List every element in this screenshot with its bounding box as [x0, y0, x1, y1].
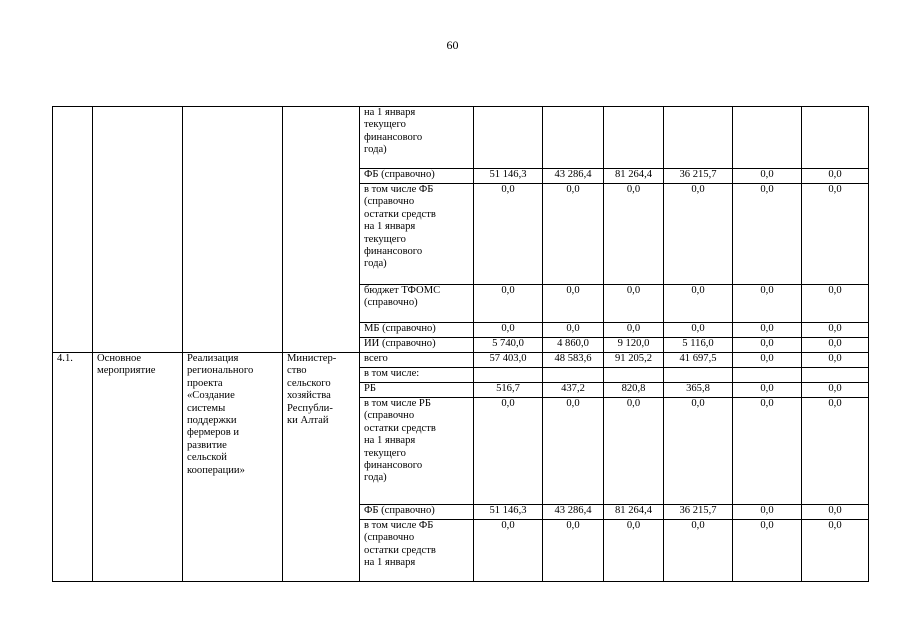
value-cell: 0,0 [733, 398, 802, 505]
table-body [53, 107, 869, 582]
value-cell: 0,0 [664, 184, 733, 285]
source-label: ФБ (справочно) [360, 505, 474, 520]
value-cell: 0,0 [802, 323, 869, 338]
value-cell: 36 215,7 [664, 169, 733, 184]
value-cell: 57 403,0 [474, 353, 543, 368]
value-cell: 0,0 [474, 184, 543, 285]
value-cell [543, 107, 604, 169]
value-cell: 51 146,3 [474, 505, 543, 520]
continued-executor-cell [283, 107, 360, 353]
source-label: в том числе ФБ (справочно остатки средств на 1 января текущего финансового года) [360, 184, 474, 285]
value-cell: 0,0 [604, 323, 664, 338]
source-label: в том числе РБ (справочно остатки средств на 1 января текущего финансового года) [360, 398, 474, 505]
value-cell: 36 215,7 [664, 505, 733, 520]
value-cell: 0,0 [802, 383, 869, 398]
value-cell: 43 286,4 [543, 169, 604, 184]
value-cell [664, 368, 733, 383]
value-cell: 0,0 [543, 398, 604, 505]
value-cell: 5 116,0 [664, 338, 733, 353]
value-cell: 0,0 [802, 398, 869, 505]
table-row [53, 353, 869, 368]
value-cell: 0,0 [604, 520, 664, 582]
source-label: в том числе ФБ (справочно остатки средств на 1 января [360, 520, 474, 582]
source-label: ИИ (справочно) [360, 338, 474, 353]
value-cell: 0,0 [733, 169, 802, 184]
value-cell: 0,0 [733, 184, 802, 285]
value-cell: 0,0 [802, 184, 869, 285]
value-cell: 0,0 [543, 285, 604, 323]
value-cell: 43 286,4 [543, 505, 604, 520]
value-cell: 437,2 [543, 383, 604, 398]
value-cell: 0,0 [802, 505, 869, 520]
value-cell: 516,7 [474, 383, 543, 398]
value-cell: 0,0 [664, 520, 733, 582]
page-number: 60 [446, 38, 459, 52]
value-cell: 4 860,0 [543, 338, 604, 353]
value-cell: 0,0 [664, 323, 733, 338]
value-cell: 81 264,4 [604, 505, 664, 520]
value-cell: 0,0 [604, 184, 664, 285]
value-cell: 0,0 [604, 398, 664, 505]
continued-name-cell [183, 107, 283, 353]
value-cell: 48 583,6 [543, 353, 604, 368]
source-label: бюджет ТФОМС (справочно) [360, 285, 474, 323]
value-cell: 0,0 [664, 285, 733, 323]
value-cell: 81 264,4 [604, 169, 664, 184]
value-cell: 0,0 [733, 338, 802, 353]
value-cell [733, 107, 802, 169]
value-cell: 0,0 [474, 398, 543, 505]
item-number: 4.1. [53, 353, 93, 582]
value-cell: 365,8 [664, 383, 733, 398]
source-label: всего [360, 353, 474, 368]
value-cell: 0,0 [474, 285, 543, 323]
value-cell: 0,0 [474, 323, 543, 338]
value-cell: 51 146,3 [474, 169, 543, 184]
value-cell: 0,0 [543, 323, 604, 338]
value-cell: 0,0 [733, 323, 802, 338]
value-cell [802, 107, 869, 169]
continued-type-cell [93, 107, 183, 353]
value-cell: 0,0 [733, 285, 802, 323]
source-label: на 1 января текущего финансового года) [360, 107, 474, 169]
financing-table [52, 106, 869, 582]
item-executor: Министер- ство сельского хозяйства Республи- ки Алтай [283, 353, 360, 582]
table-row [53, 107, 869, 169]
value-cell: 0,0 [733, 383, 802, 398]
value-cell: 0,0 [604, 285, 664, 323]
value-cell: 0,0 [802, 169, 869, 184]
value-cell: 0,0 [802, 520, 869, 582]
value-cell: 5 740,0 [474, 338, 543, 353]
value-cell [604, 368, 664, 383]
value-cell: 0,0 [664, 398, 733, 505]
value-cell: 0,0 [802, 353, 869, 368]
value-cell: 0,0 [474, 520, 543, 582]
value-cell [604, 107, 664, 169]
value-cell: 9 120,0 [604, 338, 664, 353]
value-cell [802, 368, 869, 383]
source-label: в том числе: [360, 368, 474, 383]
source-label: МБ (справочно) [360, 323, 474, 338]
value-cell: 0,0 [543, 520, 604, 582]
value-cell: 0,0 [802, 285, 869, 323]
value-cell: 0,0 [733, 520, 802, 582]
value-cell: 820,8 [604, 383, 664, 398]
value-cell: 0,0 [733, 505, 802, 520]
item-type: Основное мероприятие [93, 353, 183, 582]
value-cell [474, 368, 543, 383]
value-cell: 91 205,2 [604, 353, 664, 368]
value-cell [474, 107, 543, 169]
value-cell: 0,0 [733, 353, 802, 368]
value-cell: 41 697,5 [664, 353, 733, 368]
continued-number-cell [53, 107, 93, 353]
value-cell [543, 368, 604, 383]
source-label: ФБ (справочно) [360, 169, 474, 184]
value-cell: 0,0 [802, 338, 869, 353]
value-cell [733, 368, 802, 383]
item-name: Реализация регионального проекта «Создание системы поддержки фермеров и развитие сельской кооперации» [183, 353, 283, 582]
value-cell: 0,0 [543, 184, 604, 285]
value-cell [664, 107, 733, 169]
source-label: РБ [360, 383, 474, 398]
